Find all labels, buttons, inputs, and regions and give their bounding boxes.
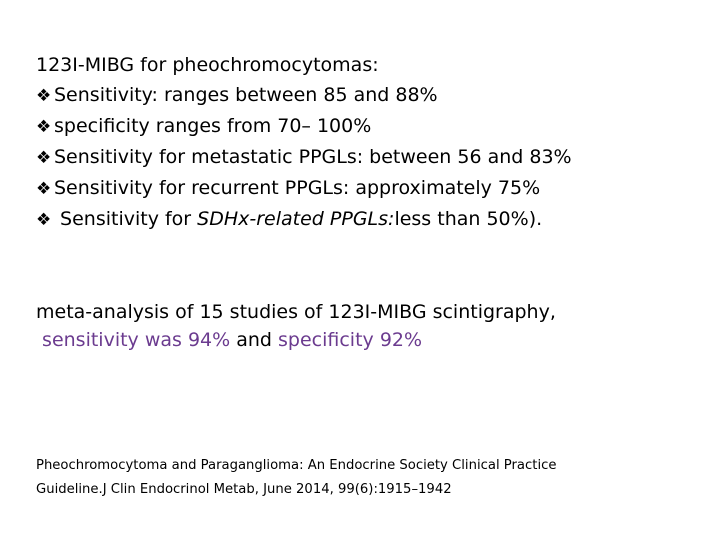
meta-and: and: [230, 329, 279, 351]
meta-line-2: [36, 326, 706, 354]
bullet-text: specificity ranges from 70– 100%: [54, 115, 372, 137]
diamond-bullet-icon: ❖: [36, 86, 52, 106]
bullet-prefix: Sensitivity for: [54, 208, 198, 230]
diamond-bullet-icon: ❖: [36, 179, 52, 199]
bullet-italic: SDHx-related PPGLs:: [197, 208, 395, 230]
meta-sensitivity: sensitivity was 94%: [36, 329, 231, 351]
diamond-bullet-icon: ❖: [36, 148, 52, 168]
heading: 123I-MIBG for pheochromocytomas:: [36, 54, 379, 76]
bullet-suffix: less than 50%).: [394, 208, 543, 230]
meta-analysis: [36, 298, 706, 354]
diamond-bullet-icon: ❖: [36, 210, 52, 230]
bullet-sensitivity: [36, 80, 706, 111]
meta-specificity: specificity 92%: [278, 329, 423, 351]
reference: [36, 454, 676, 502]
mibg-summary: [36, 50, 706, 235]
bullet-sdhx: [36, 204, 706, 235]
reference-line-1: Pheochromocytoma and Paraganglioma: An Endocrine Society Clinical Practice: [36, 458, 557, 473]
diamond-bullet-icon: ❖: [36, 117, 52, 137]
bullet-text: Sensitivity for metastatic PPGLs: between 56 and 83%: [54, 146, 572, 168]
bullet-specificity: [36, 111, 706, 142]
bullet-text: Sensitivity for recurrent PPGLs: approximately 75%: [54, 177, 541, 199]
bullet-metastatic: [36, 142, 706, 173]
reference-line-2: Guideline.J Clin Endocrinol Metab, June 2014, 99(6):1915–1942: [36, 482, 452, 497]
bullet-text: Sensitivity: ranges between 85 and 88%: [54, 84, 438, 106]
bullet-recurrent: [36, 173, 706, 204]
meta-line-1: meta-analysis of 15 studies of 123I-MIBG scintigraphy,: [36, 301, 556, 323]
